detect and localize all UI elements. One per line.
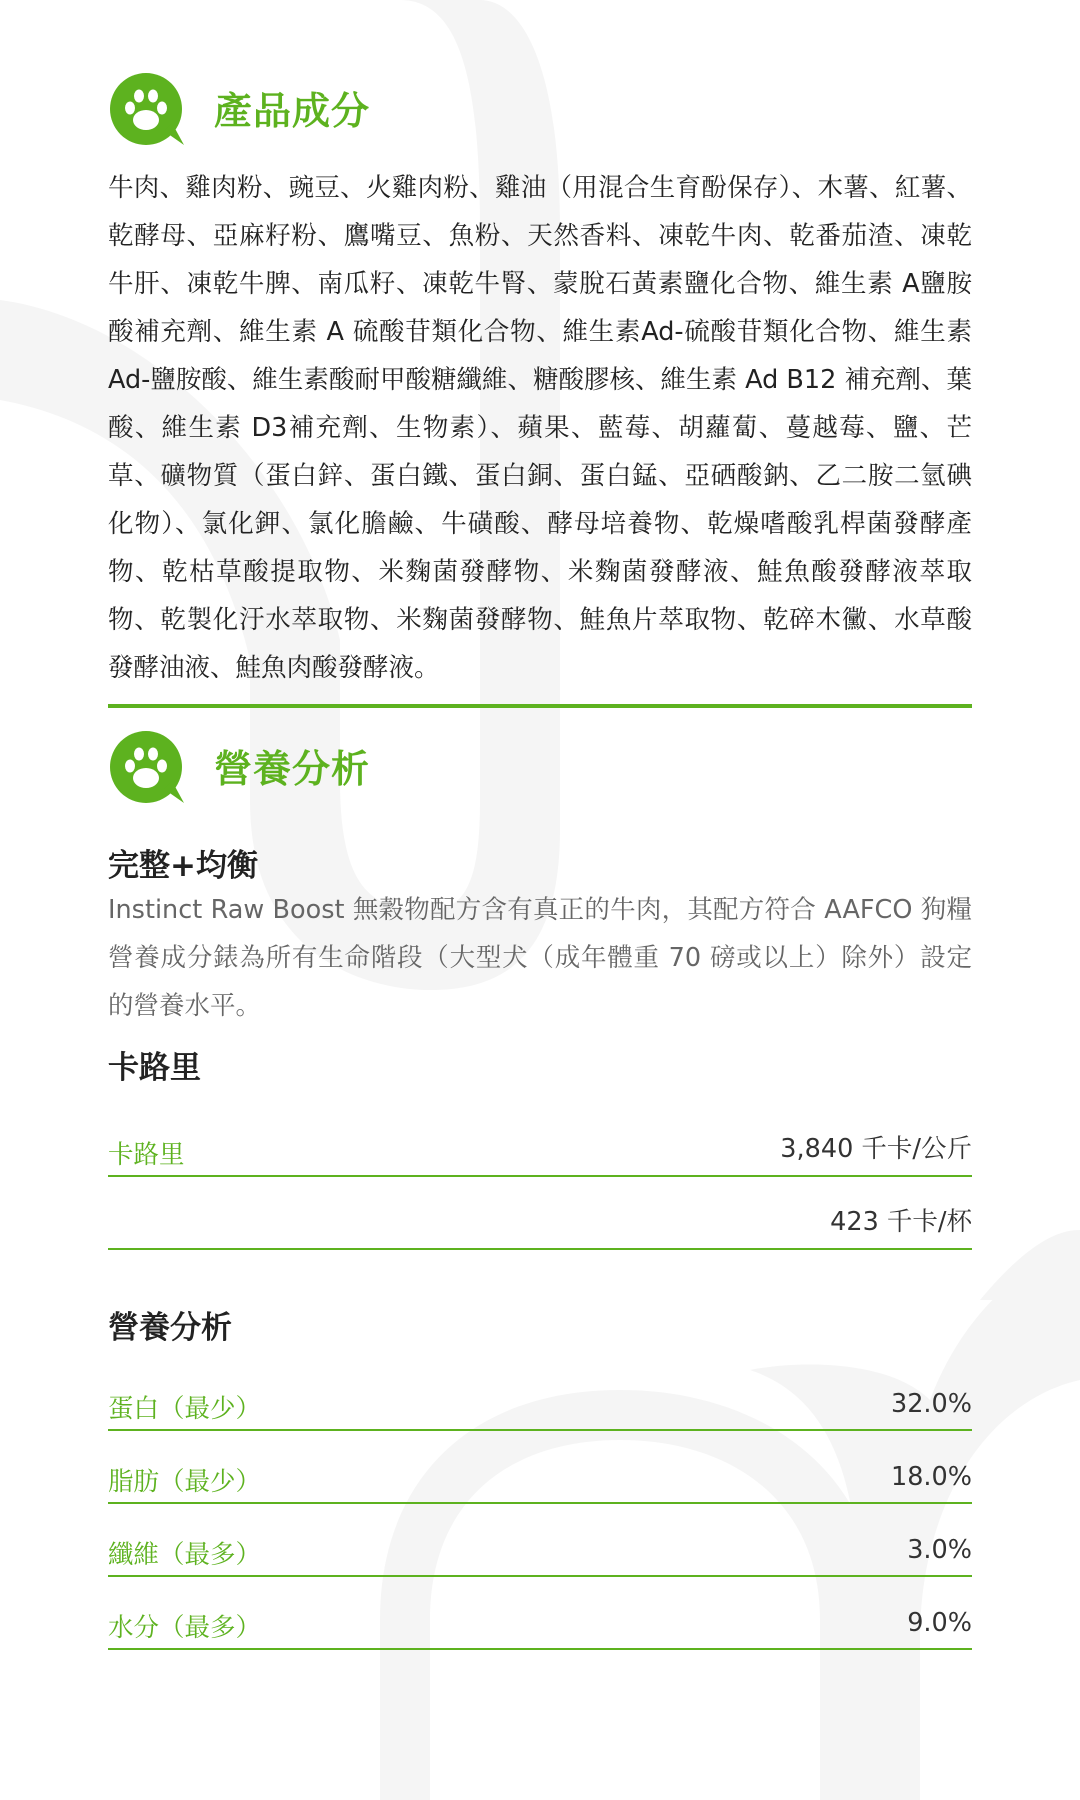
table-row bbox=[108, 1104, 972, 1177]
balance-heading: 完整+均衡 bbox=[108, 848, 258, 884]
fiber-value: 3.0% bbox=[907, 1535, 972, 1565]
calories-table bbox=[108, 1104, 972, 1250]
table-row bbox=[108, 1358, 972, 1431]
table-row bbox=[108, 1504, 972, 1577]
protein-value: 32.0% bbox=[890, 1389, 972, 1419]
fiber-label: 纖維（最多） bbox=[108, 1540, 262, 1570]
table-row bbox=[108, 1177, 972, 1250]
protein-label: 蛋白（最少） bbox=[108, 1394, 262, 1424]
fat-label: 脂肪（最少） bbox=[108, 1467, 262, 1497]
ingredients-header bbox=[108, 68, 370, 154]
moisture-label: 水分（最多） bbox=[108, 1613, 262, 1643]
table-row bbox=[108, 1577, 972, 1650]
calories-per-kg-value: 3,840 千卡/公斤 bbox=[780, 1134, 972, 1164]
paw-chat-icon bbox=[108, 729, 188, 809]
moisture-value: 9.0% bbox=[907, 1608, 972, 1638]
calories-label: 卡路里 bbox=[108, 1140, 185, 1170]
nutrition-title: 營養分析 bbox=[214, 747, 371, 791]
table-row bbox=[108, 1431, 972, 1504]
analysis-table bbox=[108, 1358, 972, 1650]
calories-heading: 卡路里 bbox=[108, 1050, 201, 1086]
ingredients-title: 產品成分 bbox=[214, 89, 371, 133]
fat-value: 18.0% bbox=[890, 1462, 972, 1492]
nutrition-header bbox=[108, 726, 370, 812]
paw-chat-icon bbox=[108, 71, 188, 151]
calories-per-cup-value: 423 千卡/杯 bbox=[830, 1207, 972, 1237]
analysis-heading: 營養分析 bbox=[108, 1310, 232, 1346]
balance-description: Instinct Raw Boost 無穀物配方含有真正的牛肉，其配方符合 AAFCO 狗糧營養成分錶為所有生命階段（大型犬（成年體重 70 磅或以上）除外）設定的營養水平。 bbox=[108, 895, 972, 1021]
section-divider bbox=[108, 704, 972, 708]
ingredients-list: 牛肉、雞肉粉、豌豆、火雞肉粉、雞油（用混合生育酚保存）、木薯、紅薯、乾酵母、亞麻籽粉、鷹嘴豆、魚粉、天然香料、凍乾牛肉、乾番茄渣、凍乾牛肝、凍乾牛脾、南瓜籽、凍乾牛腎、蒙脫石黃素鹽化合物、維生素 A鹽胺酸補充劑、維生素 A 硫酸苷類化合物、維生素Ad-硫酸苷類化合物、維生素 Ad-鹽胺酸、維生素酸耐甲酸糖纖維、糖酸膠核、維生素 Ad B12 補充劑、葉酸、維生素 D3補充劑、生物素）、蘋果、藍莓、胡蘿蔔、蔓越莓、鹽、芒草、礦物質（蛋白鋅、蛋白鐵、蛋白銅、蛋白錳、亞硒酸鈉、乙二胺二氫碘化物）、氯化鉀、氯化膽鹼、牛磺酸、酵母培養物、乾燥嗜酸乳桿菌發酵產物、乾枯草酸提取物、米麴菌發酵物、米麴菌發酵液、鮭魚酸發酵液萃取物、乾製化汙水萃取物、米麴菌發酵物、鮭魚片萃取物、乾碎木黴、水草酸發酵油液、鮭魚肉酸發酵液。 bbox=[108, 173, 972, 683]
